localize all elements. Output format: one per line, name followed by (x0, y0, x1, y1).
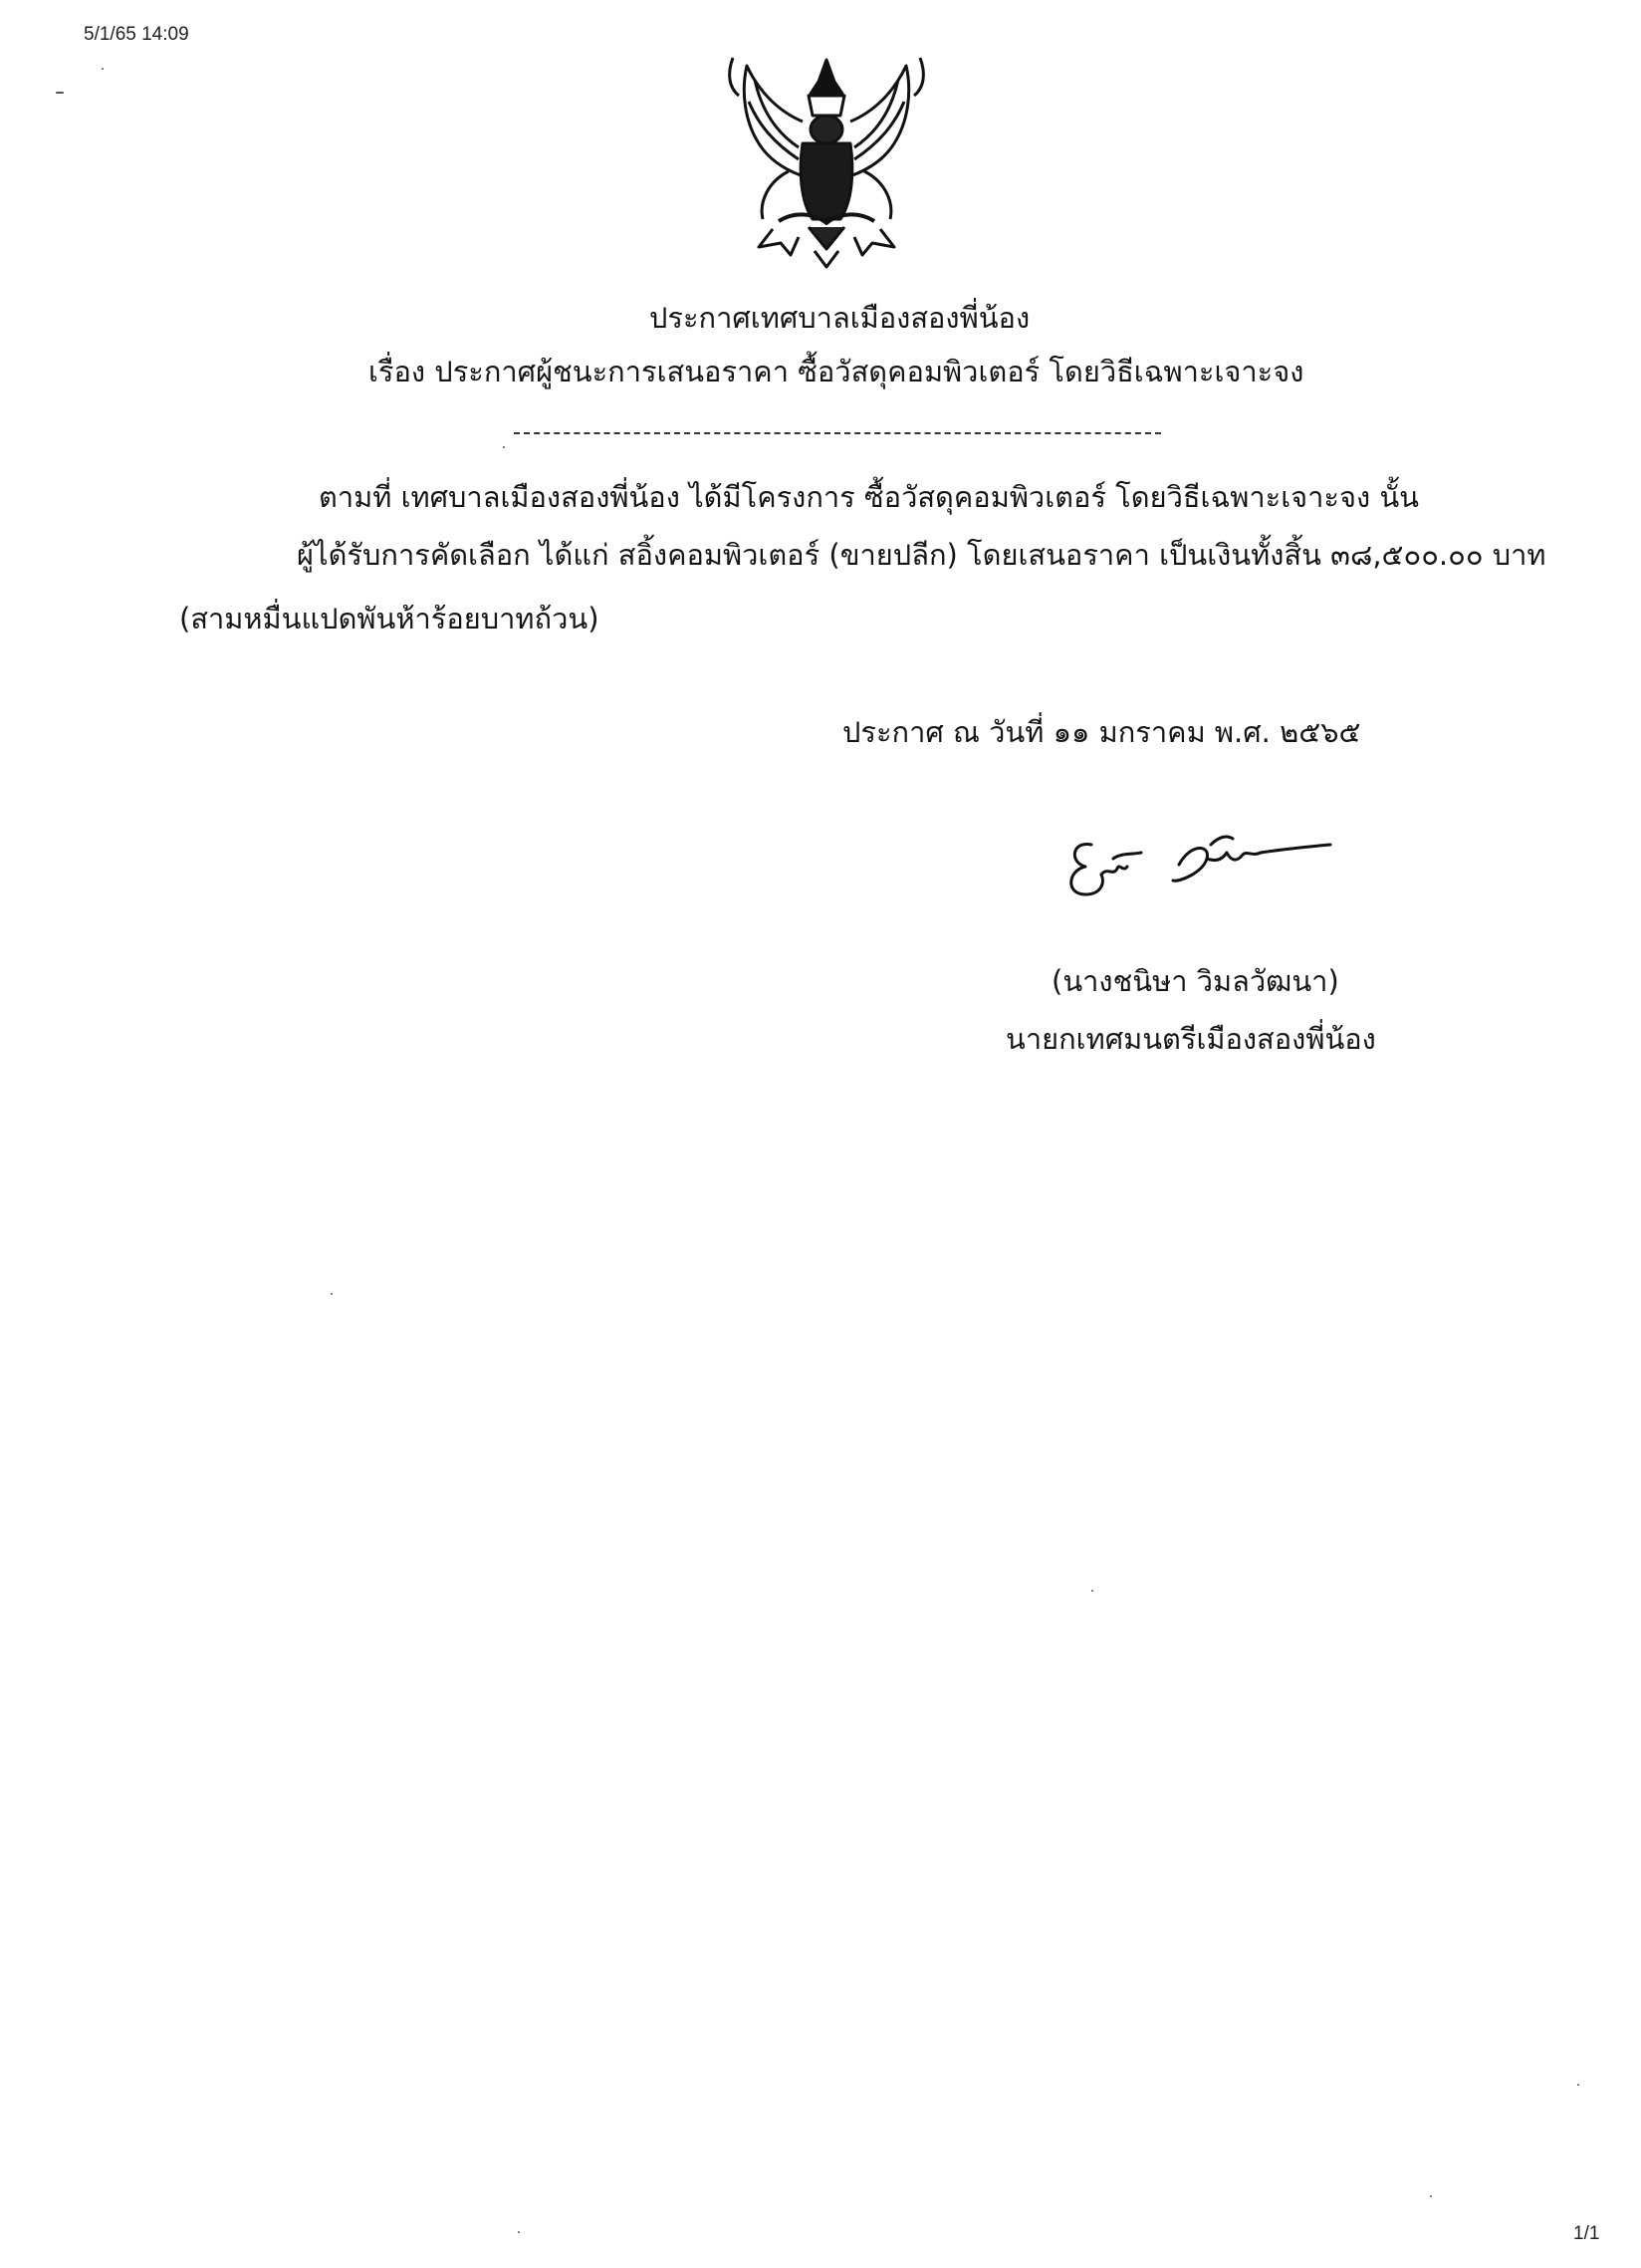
scan-speck (56, 92, 64, 94)
scan-speck (518, 2231, 520, 2233)
garuda-emblem-icon (719, 52, 934, 273)
scan-speck (503, 446, 505, 448)
scan-speck (1577, 2084, 1579, 2086)
scan-speck (1430, 2195, 1432, 2197)
title-separator (514, 432, 1161, 434)
announcement-date: ประกาศ ณ วันที่ ๑๑ มกราคม พ.ศ. ๒๕๖๕ (842, 715, 1361, 749)
body-paragraph-line-1: ตามที่ เทศบาลเมืองสองพี่น้อง ได้มีโครงการ ซื้อวัสดุคอมพิวเตอร์ โดยวิธีเฉพาะเจาะจง นั้น (319, 480, 1419, 514)
announcement-subject: เรื่อง ประกาศผู้ชนะการเสนอราคา ซื้อวัสดุคอมพิวเตอร์ โดยวิธีเฉพาะเจาะจง (368, 355, 1304, 388)
scan-speck (1091, 1590, 1093, 1592)
print-timestamp: 5/1/65 14:09 (84, 24, 189, 45)
signatory-position: นายกเทศมนตรีเมืองสองพี่น้อง (1006, 1022, 1376, 1056)
signatory-name: (นางชนิษา วิมลวัฒนา) (1052, 964, 1339, 998)
scan-speck (102, 68, 104, 70)
body-paragraph-line-2: ผู้ได้รับการคัดเลือก ได้แก่ สอิ้งคอมพิวเตอร์ (ขายปลีก) โดยเสนอราคา เป็นเงินทั้งสิ้น ๓๘,๕๐๐.๐๐ บาท (297, 538, 1546, 572)
announcement-issuer: ประกาศเทศบาลเมืองสองพี่น้อง (649, 301, 1031, 335)
page-count: 1/1 (1573, 2223, 1600, 2244)
handwritten-signature (1061, 823, 1340, 912)
body-paragraph-line-3: (สามหมื่นแปดพันห้าร้อยบาทถ้วน) (179, 602, 599, 635)
scan-speck (331, 1293, 333, 1295)
